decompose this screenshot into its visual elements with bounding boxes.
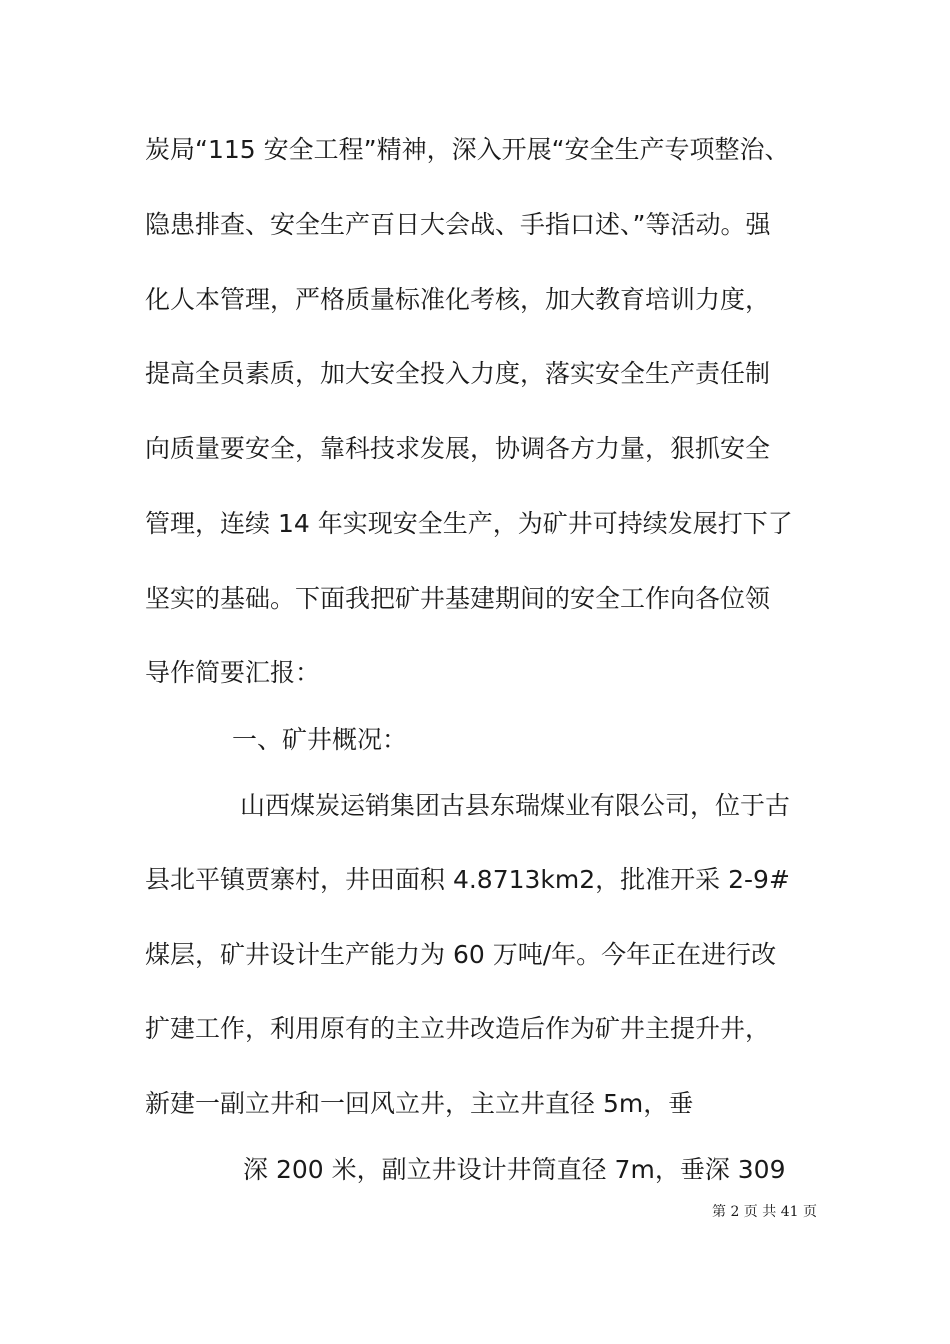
body-text-line: 管理，连续 14 年实现安全生产，为矿井可持续发展打下了 (145, 509, 793, 538)
body-text-line: 隐患排查、安全生产百日大会战、手指口述、”等活动。强 (145, 210, 771, 239)
body-text-line: 新建一副立井和一回风立井，主立井直径 5m，垂 (145, 1089, 694, 1118)
body-text-line: 提高全员素质，加大安全投入力度，落实安全生产责任制 (145, 359, 771, 388)
body-text-line: 导作简要汇报： (145, 658, 321, 687)
body-text-line: 化人本管理，严格质量标准化考核，加大教育培训力度， (145, 285, 771, 314)
body-text-line: 煤层，矿井设计生产能力为 60 万吨/年。今年正在进行改 (145, 940, 777, 969)
body-text-line: 山西煤炭运销集团古县东瑞煤业有限公司，位于古 (240, 791, 791, 820)
section-heading: 一、矿井概况： (232, 725, 408, 754)
body-text-line: 炭局“115 安全工程”精神，深入开展“安全生产专项整治、 (145, 135, 790, 164)
body-text-line: 向质量要安全，靠科技求发展，协调各方力量，狠抓安全 (145, 434, 771, 463)
body-text-line: 坚实的基础。下面我把矿井基建期间的安全工作向各位领 (145, 584, 771, 613)
body-text-line: 扩建工作，利用原有的主立井改造后作为矿井主提升井， (145, 1014, 771, 1043)
page-number-footer: 第 2 页 共 41 页 (712, 1204, 817, 1220)
body-text-line: 县北平镇贾寨村，井田面积 4.8713km2，批准开采 2-9# (145, 865, 790, 894)
body-text-line: 深 200 米，副立井设计井筒直径 7m，垂深 309 (243, 1155, 786, 1184)
